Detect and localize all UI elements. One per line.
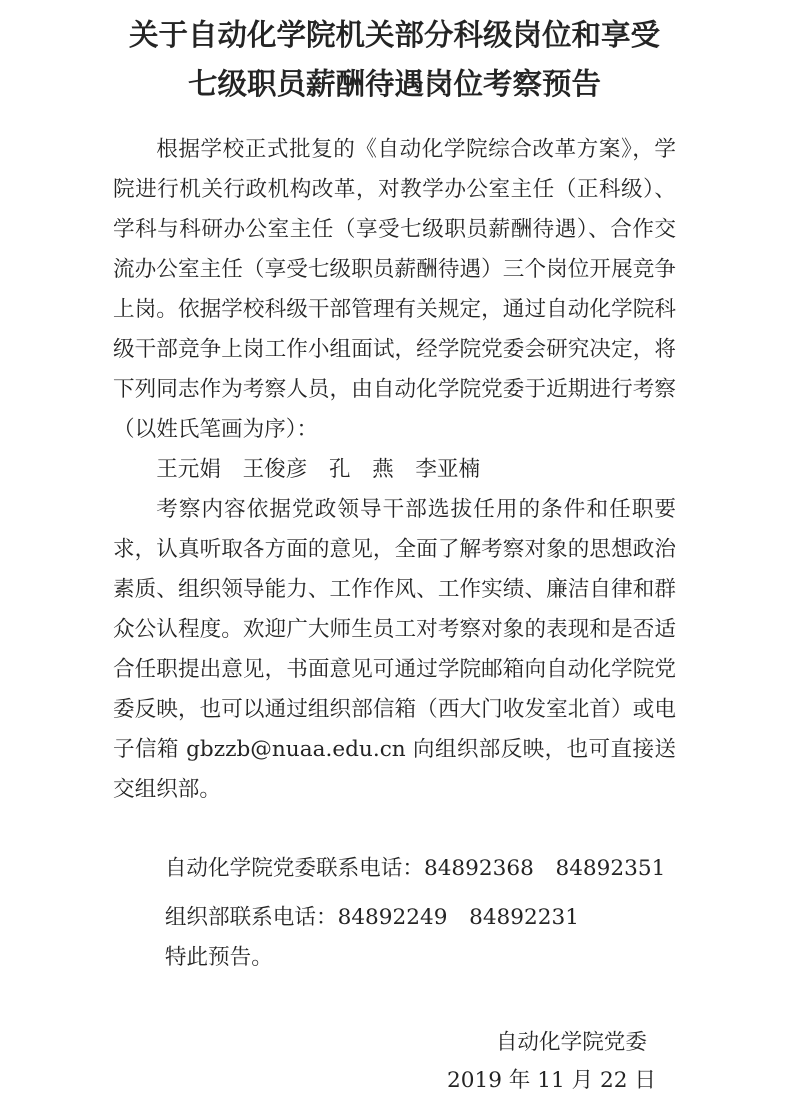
title-line-2: 七级职员薪酬待遇岗位考察预告 (187, 66, 601, 101)
org-dept-phone-line: 组织部联系电话：84892249 84892231 (164, 905, 579, 930)
signature-date: 2019 年 11 月 22 日 (446, 1068, 656, 1093)
closing-line: 特此预告。 (164, 945, 273, 970)
paragraph-intro: 根据学校正式批复的《自动化学院综合改革方案》，学院进行机关行政机构改革，对教学办公室主任（正科级）、学科与科研办公室主任（享受七级职员薪酬待遇）、合作交流办公室主任（享受七级职员薪酬待遇）三个岗位开展竞争上岗。依据学校科级干部管理有关规定，通过自动化学院科级干部竞争上岗工作小组面试，经学院党委会研究决定，将下列同志作为考察人员，由自动化学院党委于近期进行考察（以姓氏笔画为序）： (113, 137, 676, 442)
title-line-1: 关于自动化学院机关部分科级岗位和享受 (128, 17, 660, 52)
committee-phone-line: 自动化学院党委联系电话：84892368 84892351 (164, 856, 666, 881)
signature-block (113, 1023, 676, 1101)
signature-issuer: 自动化学院党委 (495, 1030, 647, 1055)
document-title (113, 10, 676, 108)
paragraph-inspection-details: 考察内容依据党政领导干部选拔任用的条件和任职要求，认真听取各方面的意见，全面了解考察对象的思想政治素质、组织领导能力、工作作风、工作实绩、廉洁自律和群众公认程度。欢迎广大师生员工对考察对象的表现和是否适合任职提出意见，书面意见可通过学院邮箱向自动化学院党委反映，也可以通过组织部信箱（西大门收发室北首）或电子信箱 gbzzb@nuaa.edu.cn 向组织部反映，也可直接送交组织部。 (113, 497, 676, 802)
candidate-names-line: 王元娟 王俊彦 孔 燕 李亚楠 (156, 457, 481, 482)
